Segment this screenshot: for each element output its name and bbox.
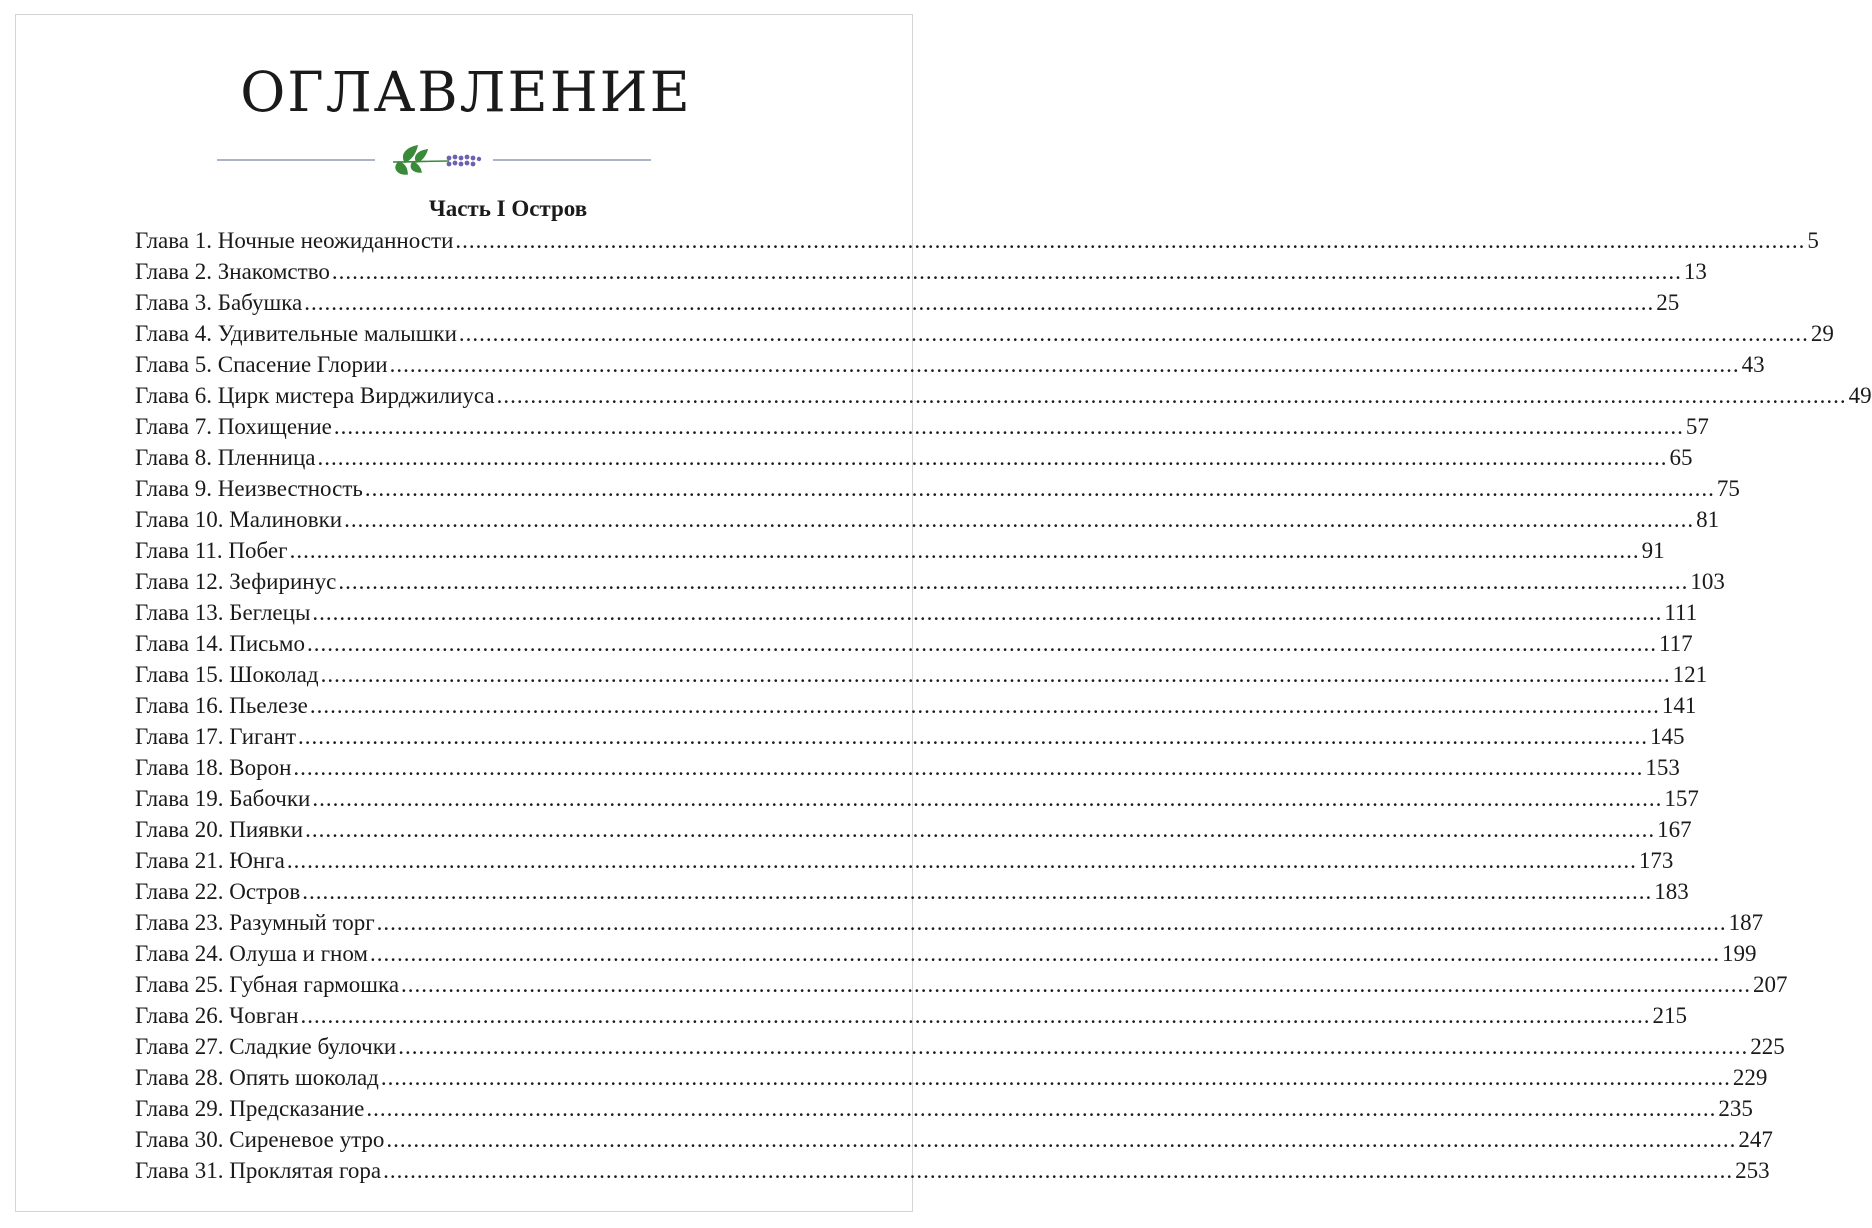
- toc-entry-page: 121: [1672, 662, 1708, 687]
- toc-entry-label: Глава 26. Човган: [135, 1003, 299, 1028]
- toc-entry-label: Глава 24. Олуша и гном: [135, 941, 368, 966]
- toc-entry-page: 103: [1690, 569, 1725, 594]
- toc-entry-page: 167: [1657, 817, 1692, 842]
- toc-leader-dots: ........................................................................................................................................................................................................: [305, 817, 1656, 842]
- toc-entry-label: Глава 17. Гигант: [135, 724, 296, 749]
- toc-entry: [135, 814, 1692, 845]
- toc-entry: [135, 411, 1709, 442]
- toc-entry-page: 207: [1753, 972, 1788, 997]
- toc-leader-dots: ........................................................................................................................................................................................................: [369, 941, 1720, 966]
- toc-leader-dots: ........................................................................................................................................................................................................: [302, 879, 1653, 904]
- toc-leader-dots: ........................................................................................................................................................................................................: [398, 1034, 1749, 1059]
- toc-entry-label: Глава 23. Разумный торг: [135, 910, 375, 935]
- toc-entry: [135, 473, 1740, 504]
- toc-leader-dots: ........................................................................................................................................................................................................: [312, 600, 1663, 625]
- toc-entry-page: 235: [1718, 1096, 1753, 1121]
- toc-entry-label: Глава 3. Бабушка: [135, 290, 303, 315]
- toc-entry-page: 199: [1721, 941, 1757, 966]
- toc-entry: [135, 504, 1720, 535]
- toc-entry-page: 29: [1810, 321, 1834, 346]
- toc-leader-dots: ........................................................................................................................................................................................................: [300, 1003, 1651, 1028]
- toc-leader-dots: ........................................................................................................................................................................................................: [289, 538, 1640, 563]
- toc-entry-label: Глава 22. Остров: [135, 879, 301, 904]
- toc-entry: [135, 783, 1699, 814]
- toc-leader-dots: ........................................................................................................................................................................................................: [286, 848, 1637, 873]
- toc-entry-page: 253: [1735, 1158, 1770, 1183]
- part-heading: Часть I Остров: [428, 196, 588, 221]
- toc-entry-label: Глава 19. Бабочки: [135, 786, 311, 811]
- toc-leader-dots: ........................................................................................................................................................................................................: [312, 786, 1663, 811]
- toc-leader-dots: ........................................................................................................................................................................................................: [366, 1096, 1717, 1121]
- toc-entry: [135, 628, 1693, 659]
- toc-entry-label: Глава 7. Похищение: [135, 414, 332, 439]
- toc-leader-dots: ........................................................................................................................................................................................................: [389, 352, 1740, 377]
- page-title: ОГЛАВЛЕНИЕ: [240, 60, 692, 124]
- toc-entry-page: 25: [1656, 290, 1680, 315]
- toc-leader-dots: ........................................................................................................................................................................................................: [333, 414, 1684, 439]
- toc-entry: [135, 938, 1757, 969]
- toc-entry: [135, 876, 1689, 907]
- toc-entry-label: Глава 2. Знакомство: [135, 259, 330, 284]
- toc-entry-page: 111: [1664, 600, 1698, 625]
- lavender-flowers: [447, 155, 482, 167]
- toc-leader-dots: ........................................................................................................................................................................................................: [331, 259, 1682, 284]
- toc-entry-label: Глава 18. Ворон: [135, 755, 292, 780]
- toc-leader-dots: ........................................................................................................................................................................................................: [304, 290, 1655, 315]
- toc-leader-dots: ........................................................................................................................................................................................................: [496, 383, 1847, 408]
- toc-entry: [135, 907, 1764, 938]
- toc-entry: [135, 690, 1697, 721]
- toc-entry-label: Глава 12. Зефиринус: [135, 569, 337, 594]
- toc-leader-dots: ........................................................................................................................................................................................................: [317, 445, 1668, 470]
- toc-entry: [135, 721, 1685, 752]
- toc-entry-page: 153: [1645, 755, 1680, 780]
- toc-leader-dots: ........................................................................................................................................................................................................: [386, 1127, 1737, 1152]
- toc-entry: [135, 256, 1707, 287]
- toc-leader-dots: ........................................................................................................................................................................................................: [383, 1158, 1734, 1183]
- toc-entry-label: Глава 29. Предсказание: [135, 1096, 365, 1121]
- toc-entry: [135, 1124, 1773, 1155]
- toc-entry-label: Глава 14. Письмо: [135, 631, 305, 656]
- toc-entry-label: Глава 1. Ночные неожиданности: [135, 228, 454, 253]
- leaf-sprig: [393, 146, 449, 174]
- toc-leader-dots: ........................................................................................................................................................................................................: [320, 662, 1671, 687]
- toc-entry: [135, 845, 1674, 876]
- toc-entry-page: 187: [1728, 910, 1764, 935]
- toc-entry-page: 43: [1741, 352, 1765, 377]
- toc-leader-dots: ........................................................................................................................................................................................................: [401, 972, 1752, 997]
- toc-entry-page: 65: [1669, 445, 1693, 470]
- toc-entry: [135, 1093, 1753, 1124]
- toc-entry-page: 183: [1654, 879, 1689, 904]
- toc-leader-dots: ........................................................................................................................................................................................................: [309, 693, 1660, 718]
- toc-entry-page: 81: [1696, 507, 1720, 532]
- toc-entry-label: Глава 15. Шоколад: [135, 662, 319, 687]
- toc-entry-label: Глава 5. Спасение Глории: [135, 352, 388, 377]
- toc-entry: [135, 1062, 1768, 1093]
- toc-entry-label: Глава 21. Юнга: [135, 848, 285, 873]
- toc-leader-dots: ........................................................................................................................................................................................................: [458, 321, 1809, 346]
- toc-entry-label: Глава 9. Неизвестность: [135, 476, 363, 501]
- toc-entry-label: Глава 11. Побег: [135, 538, 288, 563]
- table-of-contents: [135, 225, 1872, 1186]
- toc-entry-page: 117: [1658, 631, 1693, 656]
- toc-entry-page: 229: [1732, 1065, 1768, 1090]
- toc-entry: [135, 659, 1708, 690]
- toc-entry-label: Глава 31. Проклятая гора: [135, 1158, 382, 1183]
- leaf-branch-icon: [217, 140, 651, 180]
- toc-entry-page: 13: [1683, 259, 1707, 284]
- toc-leader-dots: ........................................................................................................................................................................................................: [298, 724, 1648, 749]
- toc-entry-page: 173: [1638, 848, 1674, 873]
- toc-entry-page: 145: [1650, 724, 1685, 749]
- toc-entry: [135, 318, 1834, 349]
- toc-entry-page: 57: [1685, 414, 1709, 439]
- toc-entry-page: 157: [1664, 786, 1699, 811]
- toc-leader-dots: ........................................................................................................................................................................................................: [344, 507, 1695, 532]
- toc-entry: [135, 566, 1725, 597]
- toc-entry-page: 247: [1738, 1127, 1773, 1152]
- toc-entry: [135, 1000, 1688, 1031]
- toc-entry-label: Глава 16. Пьелезе: [135, 693, 308, 718]
- toc-leader-dots: ........................................................................................................................................................................................................: [338, 569, 1689, 594]
- toc-leader-dots: ........................................................................................................................................................................................................: [380, 1065, 1731, 1090]
- toc-entry-page: 75: [1716, 476, 1740, 501]
- toc-entry: [135, 442, 1693, 473]
- toc-entry-page: 141: [1661, 693, 1697, 718]
- toc-entry: [135, 1031, 1785, 1062]
- toc-leader-dots: ........................................................................................................................................................................................................: [376, 910, 1727, 935]
- toc-entry: [135, 597, 1698, 628]
- toc-entry-label: Глава 10. Малиновки: [135, 507, 343, 532]
- toc-entry: [135, 969, 1788, 1000]
- toc-entry: [135, 535, 1665, 566]
- toc-entry: [135, 225, 1819, 256]
- toc-leader-dots: ........................................................................................................................................................................................................: [364, 476, 1715, 501]
- toc-leader-dots: ........................................................................................................................................................................................................: [306, 631, 1657, 656]
- toc-entry: [135, 349, 1765, 380]
- toc-entry-label: Глава 27. Сладкие булочки: [135, 1034, 397, 1059]
- toc-entry-label: Глава 30. Сиреневое утро: [135, 1127, 385, 1152]
- toc-entry-label: Глава 28. Опять шоколад: [135, 1065, 379, 1090]
- toc-leader-dots: ........................................................................................................................................................................................................: [293, 755, 1644, 780]
- toc-leader-dots: ........................................................................................................................................................................................................: [455, 228, 1806, 253]
- toc-entry: [135, 1155, 1770, 1186]
- toc-entry-label: Глава 20. Пиявки: [135, 817, 304, 842]
- toc-entry-page: 49: [1848, 383, 1872, 408]
- toc-entry-label: Глава 8. Пленница: [135, 445, 316, 470]
- toc-entry-label: Глава 13. Беглецы: [135, 600, 311, 625]
- toc-entry-label: Глава 4. Удивительные малышки: [135, 321, 457, 346]
- toc-entry: [135, 752, 1680, 783]
- toc-entry-page: 5: [1807, 228, 1819, 253]
- toc-entry-label: Глава 25. Губная гармошка: [135, 972, 400, 997]
- toc-entry-page: 225: [1750, 1034, 1785, 1059]
- toc-entry: [135, 287, 1680, 318]
- toc-entry-page: 91: [1641, 538, 1665, 563]
- toc-entry-page: 215: [1652, 1003, 1688, 1028]
- toc-entry-label: Глава 6. Цирк мистера Вирджилиуса: [135, 383, 495, 408]
- toc-entry: [135, 380, 1872, 411]
